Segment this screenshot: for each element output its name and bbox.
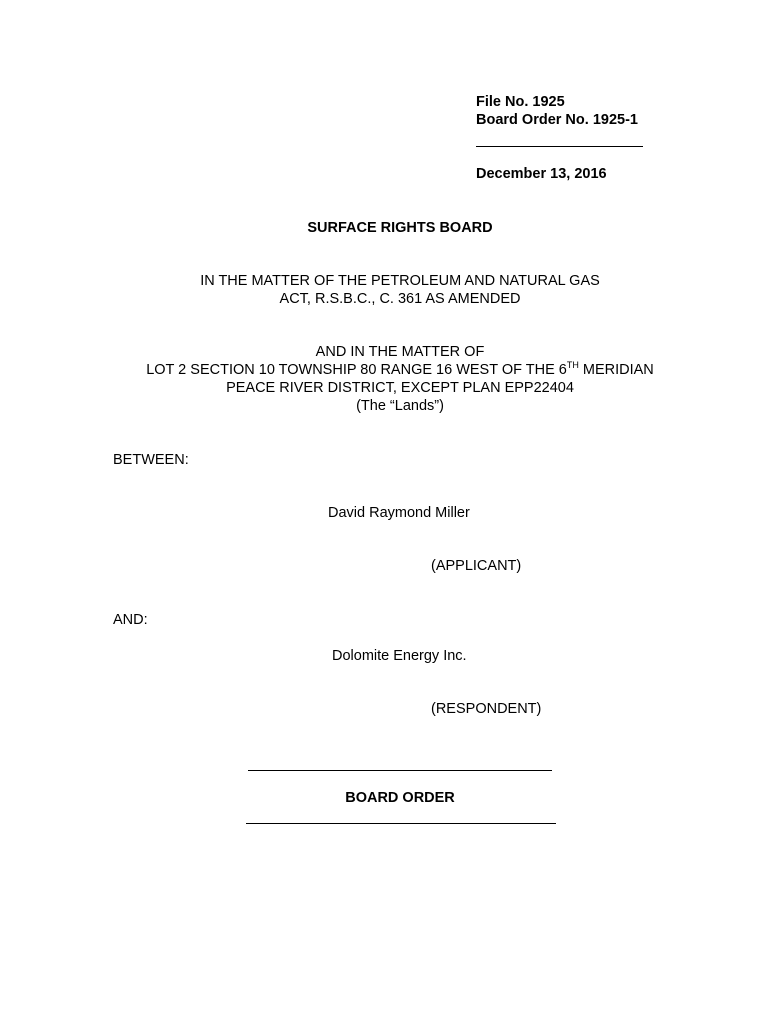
applicant-role: (APPLICANT): [431, 558, 522, 574]
board-order-number: Board Order No. 1925-1: [476, 112, 638, 128]
lands-line-3: PEACE RIVER DISTRICT, EXCEPT PLAN EPP22404: [226, 380, 574, 396]
header-divider: [476, 146, 643, 147]
respondent-role: (RESPONDENT): [431, 701, 542, 717]
lands-legal-description: LOT 2 SECTION 10 TOWNSHIP 80 RANGE 16 WEST OF THE 6: [146, 362, 567, 378]
file-number: File No. 1925: [476, 94, 565, 110]
order-rule-bottom: [246, 823, 556, 824]
applicant-name: David Raymond Miller: [328, 505, 470, 521]
lands-line-2: [0, 361, 770, 379]
order-date: December 13, 2016: [476, 166, 607, 182]
matter-line-2: ACT, R.S.B.C., C. 361 AS AMENDED: [279, 291, 521, 307]
lands-line-4: (The “Lands”): [356, 398, 444, 414]
respondent-name: Dolomite Energy Inc.: [332, 648, 467, 664]
lands-meridian: MERIDIAN: [578, 362, 654, 378]
lands-line-1: AND IN THE MATTER OF: [315, 344, 485, 360]
and-label: AND:: [113, 612, 148, 628]
order-rule-top: [248, 770, 552, 771]
order-title: BOARD ORDER: [345, 790, 455, 806]
between-label: BETWEEN:: [113, 452, 189, 468]
matter-line-1: IN THE MATTER OF THE PETROLEUM AND NATURAL GAS: [200, 273, 600, 289]
board-title: SURFACE RIGHTS BOARD: [307, 220, 493, 236]
ordinal-superscript: TH: [566, 360, 579, 370]
